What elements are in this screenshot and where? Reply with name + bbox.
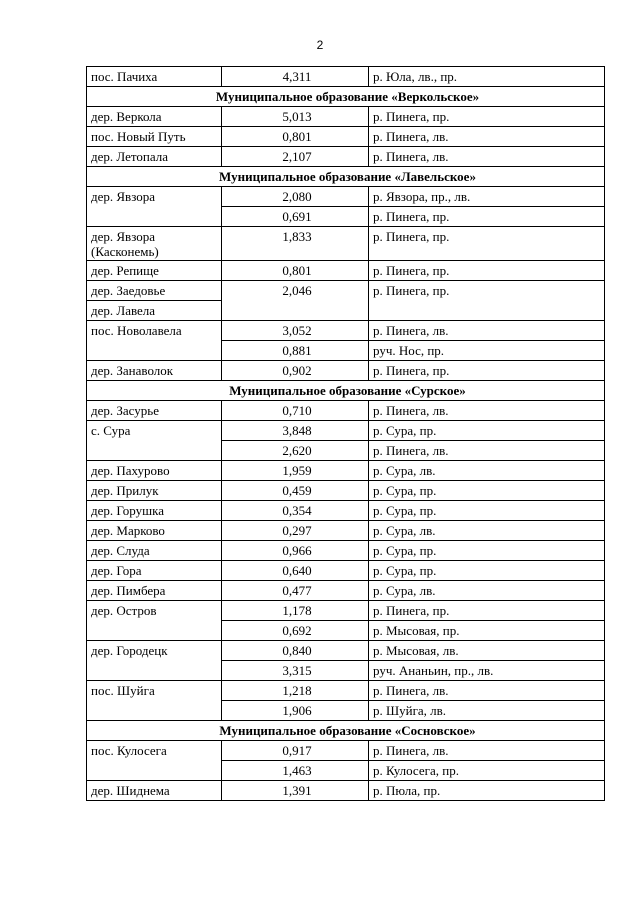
settlements-table: [86, 66, 605, 801]
table-row: [87, 481, 605, 501]
settlement-name: дер. Явзора (Касконемь): [87, 227, 222, 261]
page-number: 2: [316, 38, 324, 52]
length-value: 0,691: [222, 207, 369, 227]
river-ref: р. Шуйга, лв.: [369, 701, 605, 721]
length-value: 2,080: [222, 187, 369, 207]
river-ref: р. Кулосега, пр.: [369, 761, 605, 781]
table-row: [87, 581, 605, 601]
length-value: 0,801: [222, 261, 369, 281]
river-ref: р. Мысовая, лв.: [369, 641, 605, 661]
length-value: 1,218: [222, 681, 369, 701]
length-value: 2,107: [222, 147, 369, 167]
length-value: 1,463: [222, 761, 369, 781]
settlement-name: дер. Городецк: [87, 641, 222, 681]
river-ref: р. Мысовая, пр.: [369, 621, 605, 641]
settlement-name: дер. Шиднема: [87, 781, 222, 801]
table-row: [87, 147, 605, 167]
length-value: 0,640: [222, 561, 369, 581]
river-ref: р. Сура, пр.: [369, 421, 605, 441]
table-row: [87, 421, 605, 441]
settlement-name: пос. Кулосега: [87, 741, 222, 781]
length-value: 5,013: [222, 107, 369, 127]
table-row: [87, 127, 605, 147]
length-value: 1,178: [222, 601, 369, 621]
river-ref: р. Пинега, лв.: [369, 127, 605, 147]
table-row: [87, 107, 605, 127]
river-ref: р. Пинега, лв.: [369, 741, 605, 761]
table-row: [87, 281, 605, 301]
length-value: 0,881: [222, 341, 369, 361]
river-ref: р. Пинега, пр.: [369, 107, 605, 127]
river-ref: р. Сура, лв.: [369, 521, 605, 541]
river-ref: р. Пинега, лв.: [369, 441, 605, 461]
river-ref: руч. Нос, пр.: [369, 341, 605, 361]
settlement-name: дер. Пахурово: [87, 461, 222, 481]
length-value: 0,902: [222, 361, 369, 381]
length-value: 4,311: [222, 67, 369, 87]
river-ref: р. Пинега, пр.: [369, 207, 605, 227]
settlement-name: дер. Лавела: [87, 301, 222, 321]
settlement-name: дер. Репище: [87, 261, 222, 281]
river-ref: р. Сура, пр.: [369, 541, 605, 561]
river-ref: р. Сура, пр.: [369, 481, 605, 501]
table-row: [87, 741, 605, 761]
settlement-name: дер. Засурье: [87, 401, 222, 421]
municipality-header: Муниципальное образование «Сурское»: [87, 381, 605, 401]
settlement-name: дер. Остров: [87, 601, 222, 641]
settlement-name: дер. Марково: [87, 521, 222, 541]
municipality-header: Муниципальное образование «Веркольское»: [87, 87, 605, 107]
settlement-name: пос. Новолавела: [87, 321, 222, 361]
table-row: [87, 781, 605, 801]
river-ref: р. Пинега, лв.: [369, 321, 605, 341]
section-header-row: [87, 167, 605, 187]
river-ref: р. Сура, лв.: [369, 581, 605, 601]
table-row: [87, 261, 605, 281]
river-ref: р. Пинега, пр.: [369, 261, 605, 281]
settlement-name: дер. Летопала: [87, 147, 222, 167]
table-row: [87, 541, 605, 561]
settlement-name: дер. Пимбера: [87, 581, 222, 601]
table-row: [87, 461, 605, 481]
river-ref: р. Юла, лв., пр.: [369, 67, 605, 87]
municipality-header: Муниципальное образование «Сосновское»: [87, 721, 605, 741]
river-ref: р. Пюла, пр.: [369, 781, 605, 801]
length-value: 1,391: [222, 781, 369, 801]
municipality-header: Муниципальное образование «Лавельское»: [87, 167, 605, 187]
length-value: 0,966: [222, 541, 369, 561]
river-ref: руч. Ананьин, пр., лв.: [369, 661, 605, 681]
river-ref: р. Сура, лв.: [369, 461, 605, 481]
table-row: [87, 227, 605, 261]
length-value: 0,917: [222, 741, 369, 761]
settlement-name: пос. Пачиха: [87, 67, 222, 87]
river-ref: р. Пинега, пр.: [369, 227, 605, 261]
length-value: 2,046: [222, 281, 369, 321]
length-value: 3,848: [222, 421, 369, 441]
table-row: [87, 321, 605, 341]
settlement-name: пос. Новый Путь: [87, 127, 222, 147]
section-header-row: [87, 87, 605, 107]
length-value: 2,620: [222, 441, 369, 461]
settlement-name: дер. Веркола: [87, 107, 222, 127]
river-ref: р. Явзора, пр., лв.: [369, 187, 605, 207]
settlement-name: пос. Шуйга: [87, 681, 222, 721]
length-value: 0,692: [222, 621, 369, 641]
table-row: [87, 67, 605, 87]
settlement-name: дер. Явзора: [87, 187, 222, 227]
settlement-name: дер. Прилук: [87, 481, 222, 501]
table-row: [87, 561, 605, 581]
table-row: [87, 361, 605, 381]
table-row: [87, 401, 605, 421]
settlement-name: дер. Гора: [87, 561, 222, 581]
table-row: [87, 501, 605, 521]
section-header-row: [87, 721, 605, 741]
river-ref: р. Пинега, лв.: [369, 401, 605, 421]
length-value: 1,833: [222, 227, 369, 261]
table-row: [87, 601, 605, 621]
length-value: 0,840: [222, 641, 369, 661]
river-ref: р. Пинега, лв.: [369, 147, 605, 167]
section-header-row: [87, 381, 605, 401]
length-value: 3,315: [222, 661, 369, 681]
length-value: 0,354: [222, 501, 369, 521]
length-value: 3,052: [222, 321, 369, 341]
river-ref: р. Сура, пр.: [369, 561, 605, 581]
table-row: [87, 681, 605, 701]
table-row: [87, 641, 605, 661]
river-ref: р. Сура, пр.: [369, 501, 605, 521]
settlement-name: с. Сура: [87, 421, 222, 461]
river-ref: р. Пинега, пр.: [369, 601, 605, 621]
length-value: 0,801: [222, 127, 369, 147]
river-ref: р. Пинега, лв.: [369, 681, 605, 701]
settlement-name: дер. Заедовье: [87, 281, 222, 301]
table-row: [87, 521, 605, 541]
settlement-name: дер. Горушка: [87, 501, 222, 521]
settlement-name: дер. Слуда: [87, 541, 222, 561]
length-value: 0,710: [222, 401, 369, 421]
length-value: 0,459: [222, 481, 369, 501]
river-ref: р. Пинега, пр.: [369, 281, 605, 321]
length-value: 1,906: [222, 701, 369, 721]
river-ref: р. Пинега, пр.: [369, 361, 605, 381]
length-value: 0,477: [222, 581, 369, 601]
length-value: 0,297: [222, 521, 369, 541]
settlement-name: дер. Занаволок: [87, 361, 222, 381]
table-row: [87, 187, 605, 207]
length-value: 1,959: [222, 461, 369, 481]
